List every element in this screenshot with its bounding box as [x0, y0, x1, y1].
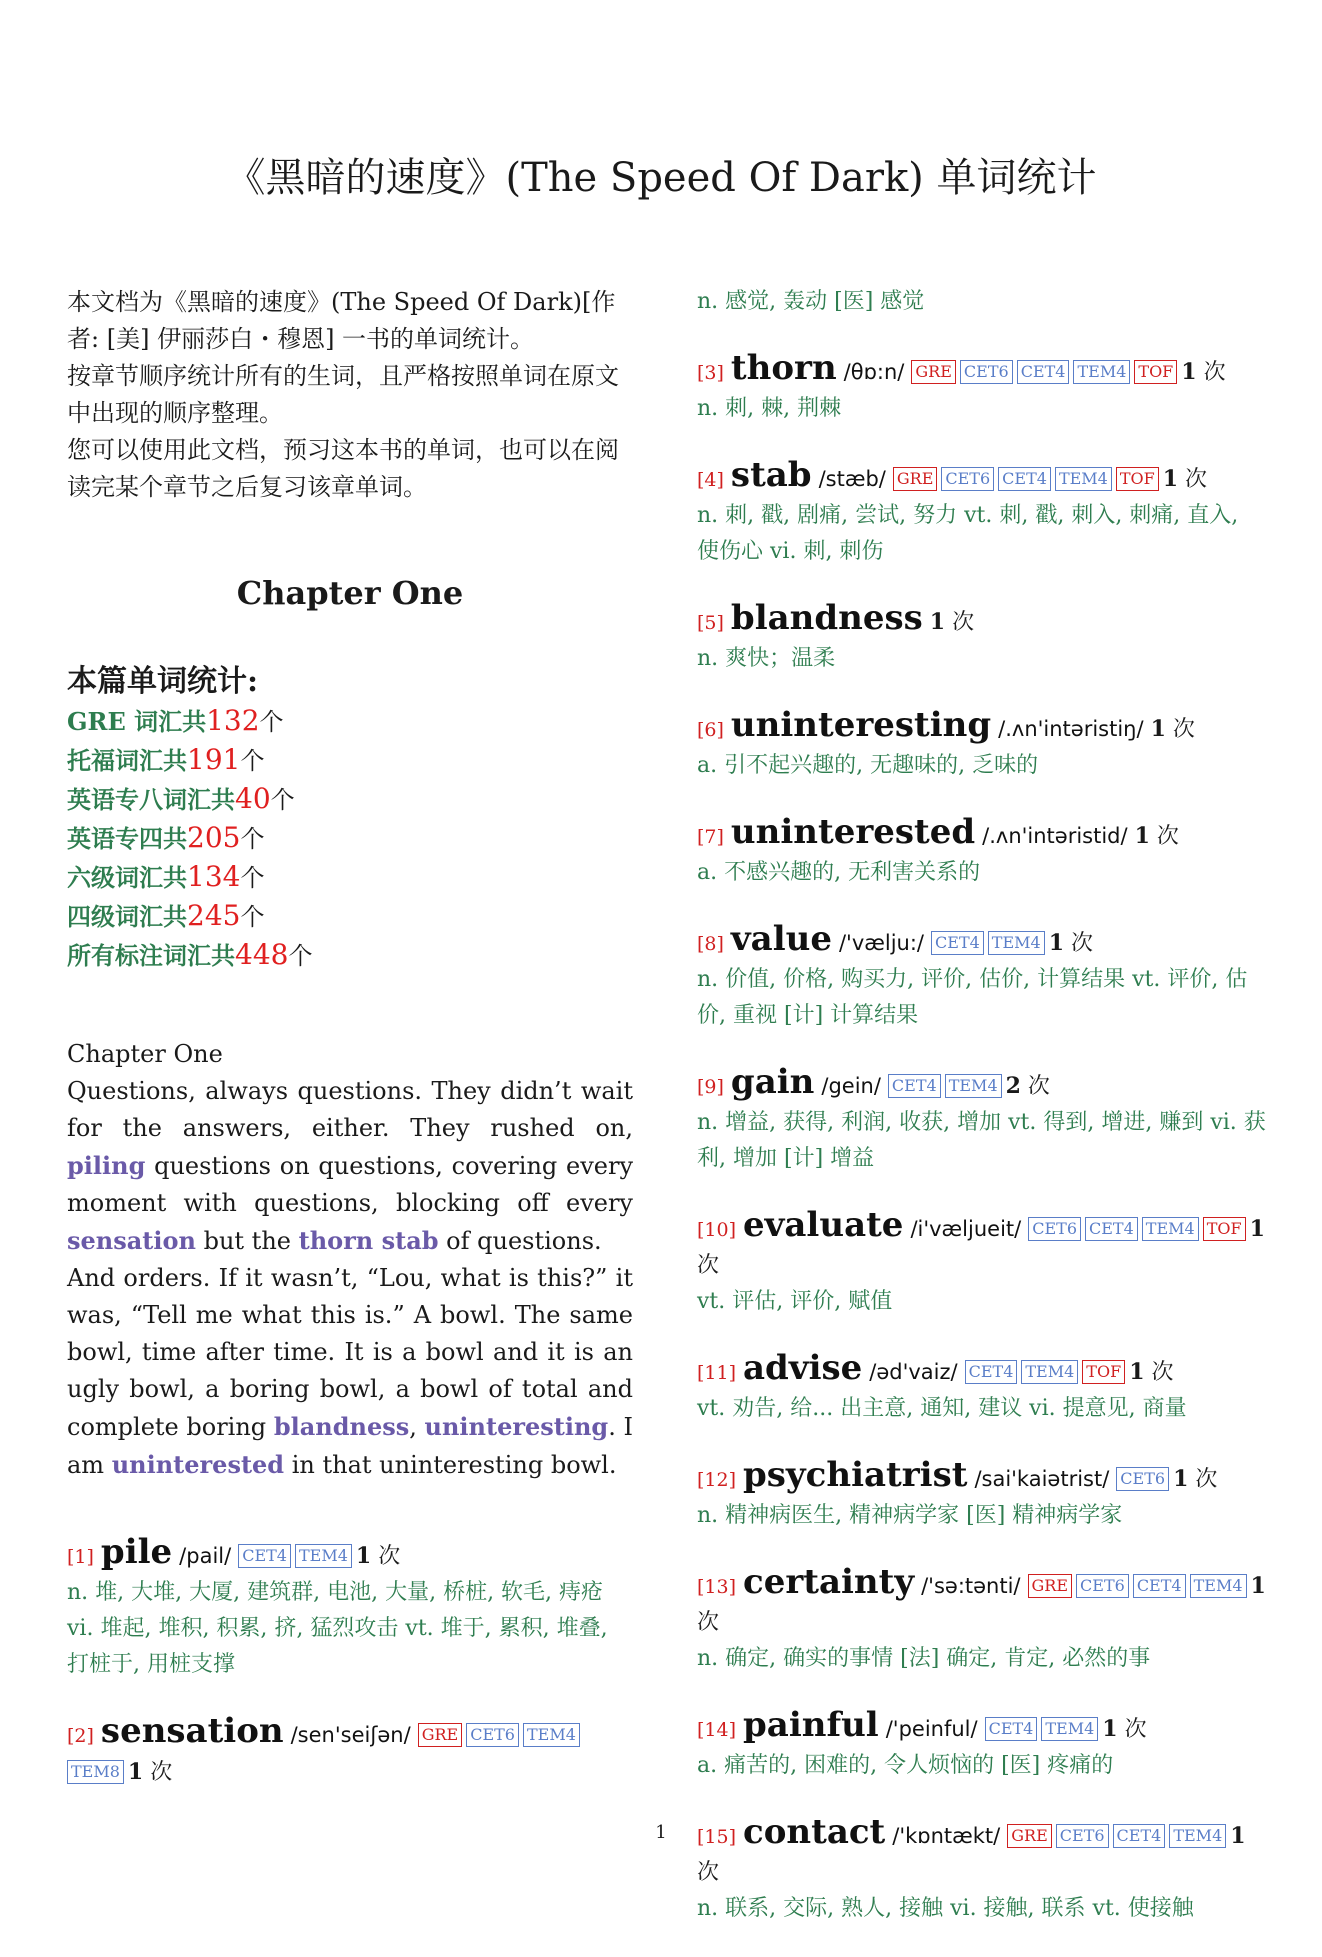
- intro: [67, 284, 633, 506]
- entry-phonetic: /sai'kaiətrist/: [974, 1467, 1110, 1491]
- stat-all: 所有标注词汇共448个: [67, 938, 313, 971]
- vocab-entry: [697, 707, 1267, 784]
- vocab-list-left: [67, 1534, 633, 1791]
- entry-index: [5]: [697, 612, 724, 634]
- entry-word: gain: [730, 1062, 815, 1102]
- tag-tem4: TEM4: [1041, 1717, 1098, 1741]
- entry-meaning: n. 刺, 戳, 剧痛, 尝试, 努力 vt. 刺, 戳, 刺入, 刺痛, 直入, 使伤心 vi. 刺, 刺伤: [697, 503, 1239, 564]
- entry-word: sensation: [100, 1711, 284, 1751]
- vocab-entry: [697, 1207, 1267, 1320]
- tag-tem4: TEM4: [1073, 360, 1130, 384]
- entry-meaning: vt. 劝告, 给... 出主意, 通知, 建议 vi. 提意见, 商量: [697, 1396, 1187, 1421]
- entry-phonetic: /'sə:tənti/: [921, 1574, 1021, 1598]
- tag-cet6: CET6: [1076, 1574, 1129, 1598]
- entry-word: uninteresting: [730, 705, 992, 745]
- entry-count: 1 次: [697, 1216, 1265, 1278]
- entry-word: evaluate: [743, 1205, 904, 1245]
- tag-cet6: CET6: [1056, 1824, 1109, 1848]
- passage-heading: Chapter One: [67, 1040, 223, 1068]
- tag-gre: GRE: [893, 467, 938, 491]
- vocab-entry: [697, 457, 1267, 570]
- tag-cet6: CET6: [466, 1723, 519, 1747]
- highlight-word: uninteresting: [424, 1412, 609, 1441]
- entry-header: [697, 457, 1267, 498]
- vocab-entry: [697, 1707, 1267, 1784]
- tag-cet4: CET4: [1133, 1574, 1186, 1598]
- entry-word: painful: [743, 1705, 879, 1745]
- tag-tem4: TEM4: [1055, 467, 1112, 491]
- entry-word: value: [730, 919, 832, 959]
- tag-cet4: CET4: [931, 931, 984, 955]
- stat-toefl: 托福词汇共191个: [67, 743, 265, 776]
- entry-word: stab: [730, 455, 812, 495]
- tag-tof: TOF: [1203, 1217, 1246, 1241]
- tag-tem4: TEM4: [1142, 1217, 1199, 1241]
- tag-cet4: CET4: [1017, 360, 1070, 384]
- entry-meaning: n. 联系, 交际, 熟人, 接触 vi. 接触, 联系 vt. 使接触: [697, 1896, 1194, 1921]
- right-column: [697, 284, 1267, 1957]
- highlight-word: uninterested: [111, 1450, 285, 1479]
- entry-meaning: n. 爽快；温柔: [697, 646, 836, 671]
- tag-tem4: TEM4: [295, 1544, 352, 1568]
- tag-gre: GRE: [418, 1723, 463, 1747]
- entry-index: [11]: [697, 1362, 737, 1384]
- entry-count: 1 次: [1162, 466, 1208, 492]
- entry-count: 1 次: [697, 1573, 1266, 1635]
- highlight-word: thorn stab: [298, 1226, 439, 1255]
- vocab-entry: [67, 1713, 633, 1791]
- entry-header: [697, 1457, 1267, 1498]
- entry-count: 1 次: [1173, 1466, 1218, 1492]
- entry-phonetic: /i'væljueit/: [910, 1217, 1022, 1241]
- entry-index: [2]: [67, 1725, 94, 1747]
- passage-paragraph: And orders. If it wasn’t, “Lou, what is this?” it was, “Tell me what this is.” A bowl. The same bowl, time after time. It is a bowl and it is an ugly bowl, a boring bowl, a bowl of total and complete boring blandness, uninteresting. I am uninterested in that uninteresting bowl.: [67, 1264, 633, 1479]
- intro-line: 本文档为《黑暗的速度》(The Speed Of Dark)[作者: [美] 伊丽莎白・穆恩] 一书的单词统计。: [67, 288, 616, 353]
- stat-tem8: 英语专八词汇共40个: [67, 782, 295, 815]
- entry-index: [12]: [697, 1469, 737, 1491]
- tag-tem4: TEM4: [1169, 1824, 1226, 1848]
- entry-word: advise: [743, 1348, 863, 1388]
- tag-tof: TOF: [1134, 360, 1177, 384]
- entry-index: [4]: [697, 469, 724, 491]
- tag-tem4: TEM4: [523, 1723, 580, 1747]
- entry-phonetic: /'kɒntækt/: [892, 1824, 1001, 1848]
- stat-gre: GRE 词汇共132个: [67, 704, 284, 737]
- entry-count: 2 次: [1005, 1073, 1050, 1099]
- tag-tof: TOF: [1116, 467, 1159, 491]
- entry-header: [697, 921, 1267, 962]
- tag-gre: GRE: [1007, 1824, 1052, 1848]
- entry-meaning: n. 价值, 价格, 购买力, 评价, 估价, 计算结果 vt. 评价, 估价, 重视 [计] 计算结果: [697, 967, 1248, 1028]
- entry-phonetic: /sen'seiʃən/: [290, 1723, 411, 1747]
- tag-tem4: TEM4: [1021, 1360, 1078, 1384]
- stat-tem4: 英语专四共205个: [67, 821, 265, 854]
- tag-tem4: TEM4: [1190, 1574, 1247, 1598]
- entry-phonetic: /əd'vaiz/: [869, 1360, 958, 1384]
- entry-phonetic: /'peinful/: [885, 1717, 978, 1741]
- page-number: 1: [655, 1822, 667, 1843]
- entry-index: [7]: [697, 826, 724, 848]
- highlight-word: piling: [67, 1151, 146, 1180]
- tag-cet4: CET4: [998, 467, 1051, 491]
- tag-cet6: CET6: [960, 360, 1013, 384]
- tag-tem8: TEM8: [67, 1760, 124, 1784]
- entry-index: [1]: [67, 1546, 94, 1568]
- tag-cet4: CET4: [1085, 1217, 1138, 1241]
- stat-cet6: 六级词汇共134个: [67, 860, 265, 893]
- entry-count: 1 次: [1181, 359, 1226, 385]
- entry-meaning: n. 刺, 棘, 荆棘: [697, 396, 842, 421]
- entry-meaning: n. 增益, 获得, 利润, 收获, 增加 vt. 得到, 增进, 赚到 vi. 获利, 增加 [计] 增益: [697, 1110, 1266, 1171]
- tag-cet4: CET4: [1113, 1824, 1166, 1848]
- vocab-entry: [67, 1534, 633, 1683]
- entry-word: contact: [743, 1812, 886, 1852]
- tag-cet4: CET4: [985, 1717, 1038, 1741]
- entry-phonetic: /.ʌn'intəristid/: [982, 824, 1128, 848]
- entry-word: uninterested: [730, 812, 976, 852]
- entry-meaning: n. 堆, 大堆, 大厦, 建筑群, 电池, 大量, 桥桩, 软毛, 痔疮 vi. 堆起, 堆积, 积累, 挤, 猛烈攻击 vt. 堆于, 累积, 堆叠, 打桩于, 用桩支撑: [67, 1580, 608, 1677]
- entry-header: [697, 1207, 1267, 1284]
- entry-index: [6]: [697, 719, 724, 741]
- entry-header: [697, 814, 1267, 855]
- stats-list: [67, 702, 633, 975]
- entry-phonetic: /gein/: [821, 1074, 881, 1098]
- vocab-entry: [697, 1564, 1267, 1677]
- entry-index: [8]: [697, 933, 724, 955]
- vocab-entry: [697, 1457, 1267, 1534]
- entry-meaning: n. 确定, 确实的事情 [法] 确定, 肯定, 必然的事: [697, 1646, 1151, 1671]
- entry-index: [14]: [697, 1719, 737, 1741]
- tag-gre: GRE: [1028, 1574, 1073, 1598]
- entry-word: blandness: [730, 598, 923, 638]
- entry-meaning: a. 引不起兴趣的, 无趣味的, 乏味的: [697, 753, 1039, 778]
- stats-title: 本篇单词统计:: [67, 664, 259, 699]
- entry-index: [3]: [697, 362, 724, 384]
- tag-gre: GRE: [911, 360, 956, 384]
- vocab-entry: [697, 1064, 1267, 1177]
- entry-phonetic: /.ʌn'intəristiŋ/: [998, 717, 1144, 741]
- entry-meaning: vt. 评估, 评价, 赋值: [697, 1289, 893, 1314]
- tag-cet6: CET6: [1116, 1467, 1169, 1491]
- entry-count: 1 次: [1134, 823, 1179, 849]
- chapter-heading: Chapter One: [236, 574, 464, 612]
- entry-phonetic: /pail/: [179, 1544, 232, 1568]
- tag-tem4: TEM4: [945, 1074, 1002, 1098]
- tag-cet6: CET6: [1028, 1217, 1081, 1241]
- vocab-list-right: [697, 350, 1267, 1927]
- vocab-entry: [697, 1350, 1267, 1427]
- entry-phonetic: /'vælju:/: [838, 931, 925, 955]
- entry-count: 1 次: [127, 1759, 173, 1785]
- entry-count: 1 次: [697, 1823, 1246, 1885]
- entry-count: 1 次: [1129, 1359, 1174, 1385]
- entry-meaning: n. 精神病医生, 精神病学家 [医] 精神病学家: [697, 1503, 1123, 1528]
- tag-tof: TOF: [1082, 1360, 1125, 1384]
- entry-word: thorn: [730, 348, 837, 388]
- entry-count: 1 次: [1102, 1716, 1147, 1742]
- entry-count: 1 次: [1048, 930, 1094, 956]
- vocab-entry: [697, 350, 1267, 427]
- stat-cet4: 四级词汇共245个: [67, 899, 265, 932]
- entry-meaning: a. 不感兴趣的, 无利害关系的: [697, 860, 981, 885]
- entry-phonetic: /stæb/: [818, 467, 886, 491]
- passage-paragraph: Questions, always questions. They didn’t wait for the answers, either. They rushed on, piling questions on questions, covering every moment with questions, blocking off every sensation but the thorn stab of questions.: [67, 1077, 633, 1255]
- intro-line: 您可以使用此文档，预习这本书的单词，也可以在阅读完某个章节之后复习该章单词。: [67, 436, 619, 501]
- tag-cet6: CET6: [941, 467, 994, 491]
- entry-meaning-continued: n. 感觉, 轰动 [医] 感觉: [697, 289, 925, 314]
- entry-index: [9]: [697, 1076, 724, 1098]
- entry-header: [697, 1064, 1267, 1105]
- vocab-entry: [697, 814, 1267, 891]
- entry-header: [697, 1350, 1267, 1391]
- entry-index: [13]: [697, 1576, 737, 1598]
- entry-header: [697, 1564, 1267, 1641]
- tag-tem4: TEM4: [988, 931, 1045, 955]
- entry-header: [67, 1534, 633, 1575]
- entry-word: certainty: [743, 1562, 915, 1602]
- entry-count: 1 次: [929, 609, 975, 635]
- entry-header: [697, 350, 1267, 391]
- entry-header: [697, 1707, 1267, 1748]
- passage: [67, 1036, 633, 1484]
- entry-header: [67, 1713, 633, 1791]
- tag-cet4: CET4: [238, 1544, 291, 1568]
- highlight-word: sensation: [67, 1226, 196, 1255]
- entry-index: [15]: [697, 1826, 737, 1848]
- tag-cet4: CET4: [888, 1074, 941, 1098]
- entry-count: 1 次: [1150, 716, 1195, 742]
- entry-header: [697, 600, 1267, 641]
- left-column: [67, 284, 633, 1821]
- entry-meaning: a. 痛苦的, 困难的, 令人烦恼的 [医] 疼痛的: [697, 1753, 1114, 1778]
- tag-cet4: CET4: [965, 1360, 1018, 1384]
- document-title: 《黑暗的速度》(The Speed Of Dark) 单词统计: [225, 155, 1097, 201]
- intro-line: 按章节顺序统计所有的生词，且严格按照单词在原文中出现的顺序整理。: [67, 362, 619, 427]
- entry-count: 1 次: [355, 1543, 401, 1569]
- entry-header: [697, 707, 1267, 748]
- vocab-entry: [697, 600, 1267, 677]
- entry-word: psychiatrist: [743, 1455, 968, 1495]
- entry-phonetic: /θɒ:n/: [843, 360, 905, 384]
- highlight-word: blandness: [273, 1412, 410, 1441]
- entry-index: [10]: [697, 1219, 737, 1241]
- entry-word: pile: [100, 1532, 173, 1572]
- vocab-entry: [697, 921, 1267, 1034]
